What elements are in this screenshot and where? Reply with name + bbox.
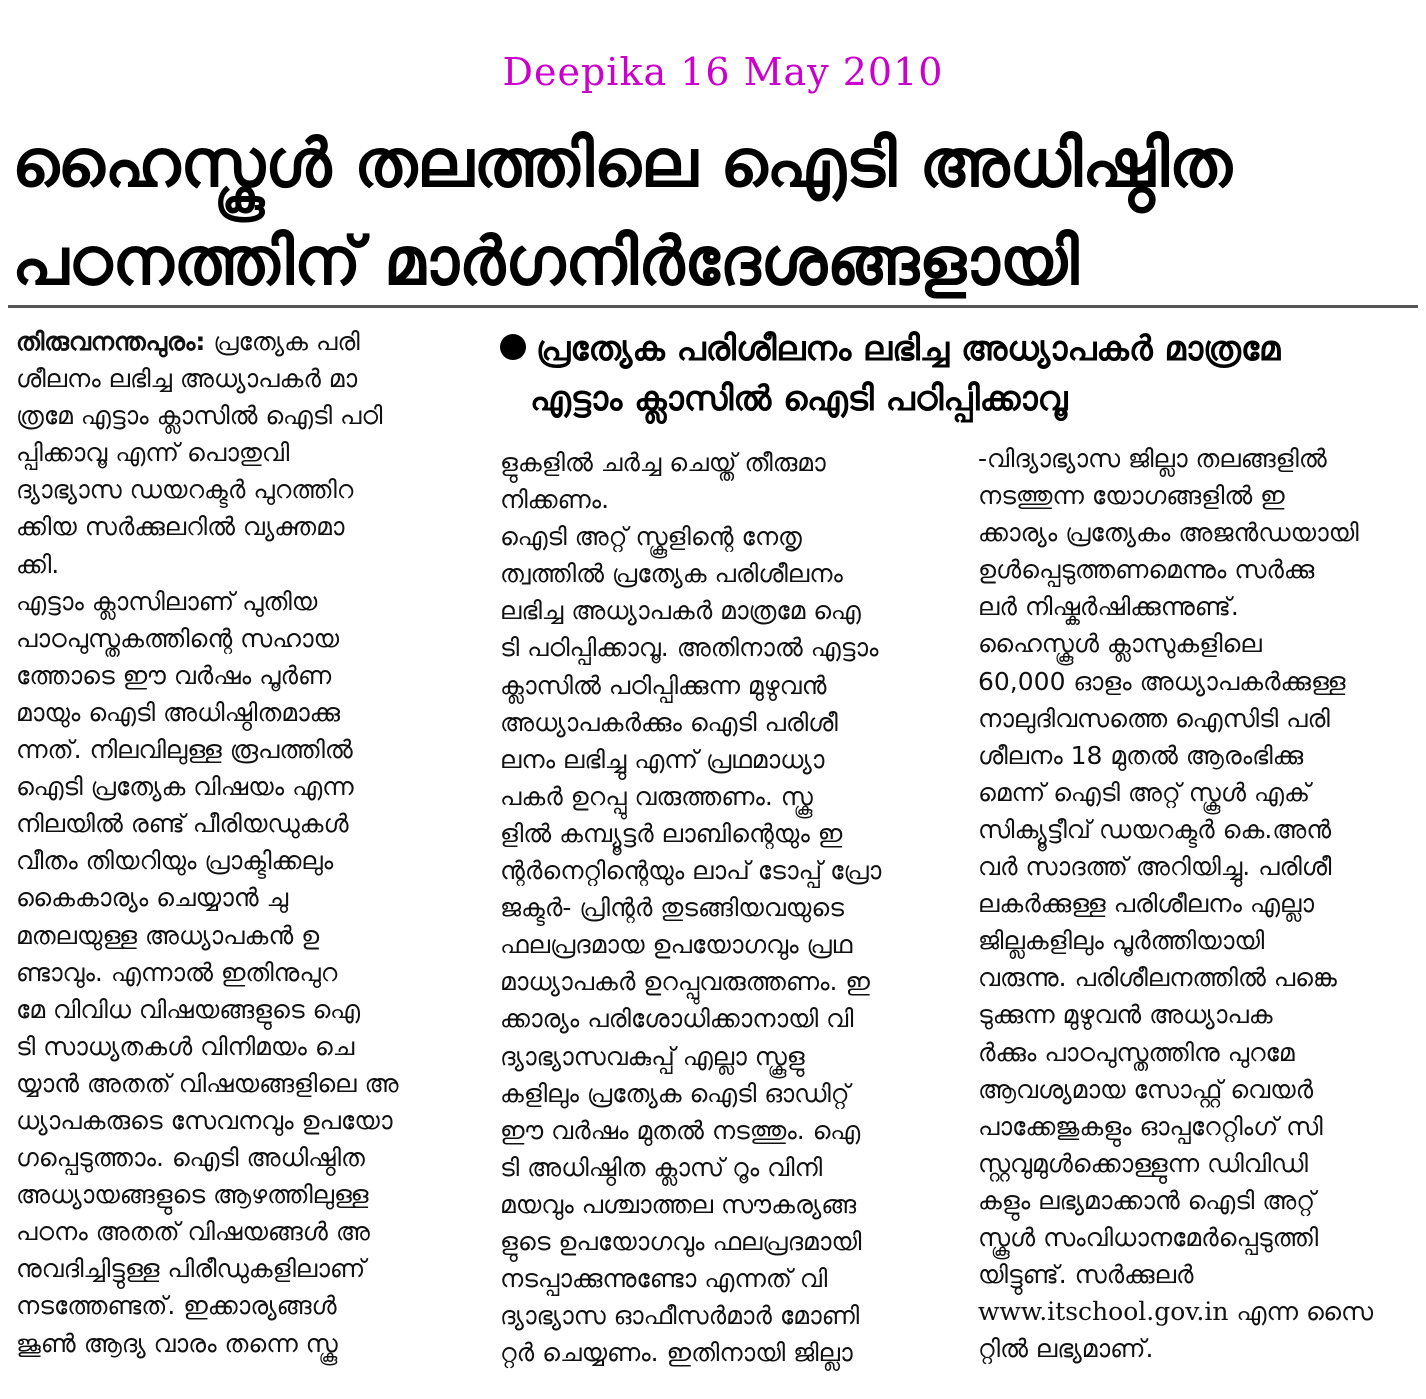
column-2-line: ടി അധിഷ്ഠിത ക്ലാസ് റൂം വിനി bbox=[500, 1152, 823, 1182]
column-1-line: ഐടി പ്രത്യേക വിഷയം എന്ന bbox=[16, 772, 354, 802]
subheadline-line-2: എട്ടാം ക്ലാസിൽ ഐടി പഠിപ്പിക്കാവൂ bbox=[530, 379, 1068, 419]
column-3-line: കളും ലഭ്യമാക്കാൻ ഐടി അറ്റ് bbox=[978, 1185, 1316, 1215]
column-2-line: നടപ്പാക്കുന്നുണ്ടോ എന്നത് വി bbox=[500, 1264, 828, 1294]
column-2-line: ക്കാര്യം പരിശോധിക്കാനായി വി bbox=[500, 1004, 854, 1034]
headline-line-2: പഠനത്തിന് മാർഗനിർദേശങ്ങളായി bbox=[12, 223, 1079, 300]
website-url: www.itschool.gov.in bbox=[978, 1297, 1229, 1327]
column-1-line: ന്നത്. നിലവിലുള്ള രൂപത്തിൽ bbox=[16, 735, 353, 765]
headline-divider bbox=[8, 305, 1418, 308]
column-2-line: ജക്ടർ- പ്രിന്റർ തുടങ്ങിയവയുടെ bbox=[500, 893, 844, 923]
column-3-line: ഉൾപ്പെടുത്തണമെന്നും സർക്കു bbox=[978, 555, 1315, 585]
column-3-line: ലകർക്കുള്ള പരിശീലനം എല്ലാ bbox=[978, 889, 1315, 919]
column-3-line: സ്കൂൾ സംവിധാനമേർപ്പെടുത്തി bbox=[978, 1222, 1319, 1252]
column-1-line: വീതം തിയറിയും പ്രാക്ടിക്കലും bbox=[16, 846, 334, 876]
column-1-line: ധ്യാപകരുടെ സേവനവും ഉപയോ bbox=[16, 1105, 393, 1135]
column-1-line: മേ വിവിധ വിഷയങ്ങളുടെ ഐ bbox=[16, 994, 361, 1024]
column-1-line bbox=[16, 323, 454, 360]
column-1-line: നിലയിൽ രണ്ട് പീരിയഡുകൾ bbox=[16, 809, 349, 839]
column-2-line: അധ്യാപകർക്കും ഐടി പരിശീ bbox=[500, 707, 838, 737]
dateline: തിരുവനന്തപുരം: bbox=[16, 327, 206, 356]
column-2-line: ക്ലാസിൽ പഠിപ്പിക്കുന്ന മുഴുവൻ bbox=[500, 670, 827, 700]
column-1-line: എട്ടാം ക്ലാസിലാണ് പുതിയ bbox=[16, 586, 318, 616]
column-1-line: പാഠപുസ്തകത്തിന്റെ സഹായ bbox=[16, 623, 340, 653]
column-1-line: നുവദിച്ചിട്ടുള്ള പിരീഡുകളിലാണ് bbox=[16, 1254, 366, 1284]
headline-line-1: ഹൈസ്കൂൾ തലത്തിലെ ഐടി അധിഷ്ഠിത bbox=[12, 125, 1232, 202]
column-2-line: ടി പഠിപ്പിക്കാവൂ. അതിനാൽ എട്ടാം bbox=[500, 633, 879, 663]
column-2-line: റ്റർ ചെയ്യണം. ഇതിനായി ജില്ലാ bbox=[500, 1338, 853, 1368]
column-2-line: മയവും പശ്ചാത്തല സൗകര്യങ്ങ bbox=[500, 1189, 857, 1219]
column-3-line: ഹൈസ്കൂൾ ക്ലാസുകളിലെ bbox=[978, 629, 1262, 659]
column-2-line: ളിൽ കമ്പ്യൂട്ടർ ലാബിന്റെയും ഇ bbox=[500, 818, 843, 848]
column-3-line: യിട്ടുണ്ട്. സർക്കുലർ bbox=[978, 1260, 1194, 1290]
column-1-line: ക്കിയ സർക്കുലറിൽ വ്യക്തമാ bbox=[16, 512, 345, 542]
column-3-line: നാലുദിവസത്തെ ഐസിടി പരി bbox=[978, 703, 1330, 733]
column-1-line: പഠനം അതത് വിഷയങ്ങൾ അ bbox=[16, 1217, 370, 1247]
column-1-line: ക്കി. bbox=[16, 549, 60, 579]
column-1-line: നടത്തേണ്ടത്. ഇക്കാര്യങ്ങൾ bbox=[16, 1291, 337, 1321]
column-3-line: ർക്കും പാഠപുസ്തത്തിനു പുറമേ bbox=[978, 1037, 1295, 1067]
column-3-line: നടത്തുന്ന യോഗങ്ങളിൽ ഇ bbox=[978, 481, 1285, 511]
column-3-line: ജില്ലകളിലും പൂർത്തിയായി bbox=[978, 926, 1265, 956]
column-2-line: മാധ്യാപകർ ഉറപ്പുവരുത്തണം. ഇ bbox=[500, 967, 870, 997]
article-column-3 bbox=[978, 440, 1418, 1367]
column-2-line: ത്വത്തിൽ പ്രത്യേക പരിശീലനം bbox=[500, 559, 843, 589]
column-2-line: ഈ വർഷം മുതൽ നടത്തും. ഐ bbox=[500, 1115, 861, 1145]
bullet-icon bbox=[500, 334, 526, 360]
column-1-line: ത്തോടെ ഈ വർഷം പൂർണ bbox=[16, 660, 332, 690]
column-1-line: കൈകാര്യം ചെയ്യാൻ ചു bbox=[16, 883, 289, 913]
column-3-line: വർ സാദത്ത് അറിയിച്ചു. പരിശീ bbox=[978, 852, 1332, 882]
column-1-line-text: പ്രത്യേക പരി bbox=[205, 327, 360, 356]
column-2-line: ലഭിച്ച അധ്യാപകർ മാത്രമേ ഐ bbox=[500, 596, 861, 626]
column-2-line: പകർ ഉറപ്പു വരുത്തണം. സ്കൂ bbox=[500, 781, 813, 811]
headline bbox=[12, 115, 1412, 311]
column-2-line: കളിലും പ്രത്യേക ഐടി ഓഡിറ്റ് bbox=[500, 1078, 850, 1108]
subheadline-line-1-text: പ്രത്യേക പരിശീലനം ലഭിച്ച അധ്യാപകർ മാത്രമേ bbox=[536, 329, 1281, 369]
column-1-line: പ്പിക്കാവൂ എന്ന് പൊതുവി bbox=[16, 438, 290, 468]
column-3-line: ആവശ്യമായ സോഫ്റ്റ് വെയർ bbox=[978, 1074, 1314, 1104]
article-column-1 bbox=[16, 323, 454, 1362]
subheadline-line-1 bbox=[500, 324, 1410, 374]
column-1-line: ഗപ്പെടുത്താം. ഐടി അധിഷ്ഠിത bbox=[16, 1143, 365, 1173]
subheadline bbox=[500, 324, 1410, 424]
column-3-line: വരുന്നു. പരിശീലനത്തിൽ പങ്കെ bbox=[978, 963, 1337, 993]
newspaper-caption: Deepika 16 May 2010 bbox=[502, 50, 944, 94]
column-3-line: ശീലനം 18 മുതൽ ആരംഭിക്കു bbox=[978, 740, 1304, 770]
column-3-line: സിക്യൂട്ടീവ് ഡയറക്ടർ കെ.അൻ bbox=[978, 814, 1332, 844]
column-1-line: ജൂൺ ആദ്യ വാരം തന്നെ സ്കൂ bbox=[16, 1328, 338, 1358]
column-2-line: ളുകളിൽ ചർച്ച ചെയ്ത് തീരുമാ bbox=[500, 448, 826, 477]
column-1-line: യ്യാൻ അതത് വിഷയങ്ങളിലെ അ bbox=[16, 1068, 399, 1098]
url-suffix: എന്ന സൈ bbox=[1228, 1297, 1374, 1327]
column-2-line: ഐടി അറ്റ് സ്കൂളിന്റെ നേതൃ bbox=[500, 522, 802, 552]
column-1-line: അധ്യായങ്ങളുടെ ആഴത്തിലുള്ള bbox=[16, 1180, 369, 1210]
column-3-line: ടുക്കുന്ന മുഴുവൻ അധ്യാപക bbox=[978, 1000, 1273, 1030]
article-column-2 bbox=[500, 444, 936, 1371]
column-3-line: -വിദ്യാഭ്യാസ ജില്ലാ തലങ്ങളിൽ bbox=[978, 444, 1327, 473]
column-2-line: ദ്യാഭ്യാസവകുപ്പ് എല്ലാ സ്കൂളു bbox=[500, 1041, 805, 1071]
column-3-line: ലർ നിഷ്കർഷിക്കുന്നുണ്ട്. bbox=[978, 592, 1239, 622]
column-3-line: സ്റ്റവുമുൾക്കൊള്ളുന്ന ഡിവിഡി bbox=[978, 1148, 1308, 1178]
column-1-line: ദ്യാഭ്യാസ ഡയറക്ടർ പുറത്തിറ bbox=[16, 475, 354, 505]
column-1-line: മായും ഐടി അധിഷ്ഠിതമാക്കു bbox=[16, 697, 341, 727]
column-1-line: മതലയുള്ള അധ്യാപകൻ ഉ bbox=[16, 920, 320, 950]
column-2-line: ന്റർനെറ്റിന്റെയും ലാപ് ടോപ്പ് പ്രോ bbox=[500, 856, 882, 886]
column-3-line: ക്കാര്യം പ്രത്യേകം അജൻഡയായി bbox=[978, 518, 1359, 548]
column-2-line: ളുടെ ഉപയോഗവും ഫലപ്രദമായി bbox=[500, 1226, 862, 1256]
column-1-line: ശീലനം ലഭിച്ച അധ്യാപകർ മാ bbox=[16, 364, 358, 394]
column-2-line: നിക്കണം. bbox=[500, 485, 610, 515]
column-3-line bbox=[978, 1293, 1418, 1330]
column-3-line: പാക്കേജുകളും ഓപ്പറേറ്റിംഗ് സി bbox=[978, 1111, 1323, 1141]
column-3-line: മെന്ന് ഐടി അറ്റ് സ്കൂൾ എക് bbox=[978, 777, 1311, 807]
column-3-line: റ്റിൽ ലഭ്യമാണ്. bbox=[978, 1334, 1154, 1364]
column-1-line: ണ്ടാവും. എന്നാൽ ഇതിനുപുറ bbox=[16, 957, 338, 987]
column-1-line: ത്രമേ എട്ടാം ക്ലാസിൽ ഐടി പഠി bbox=[16, 401, 383, 431]
column-2-line: ലനം ലഭിച്ചു എന്ന് പ്രഥമാധ്യാ bbox=[500, 744, 825, 774]
column-3-line: 60,000 ഓളം അധ്യാപകർക്കുള്ള bbox=[978, 666, 1346, 696]
column-2-line: ഫലപ്രദമായ ഉപയോഗവും പ്രഥ bbox=[500, 930, 853, 960]
column-2-line: ദ്യാഭ്യാസ ഓഫീസർമാർ മോണി bbox=[500, 1301, 860, 1331]
column-1-line: ടി സാധ്യതകൾ വിനിമയം ചെ bbox=[16, 1031, 355, 1061]
